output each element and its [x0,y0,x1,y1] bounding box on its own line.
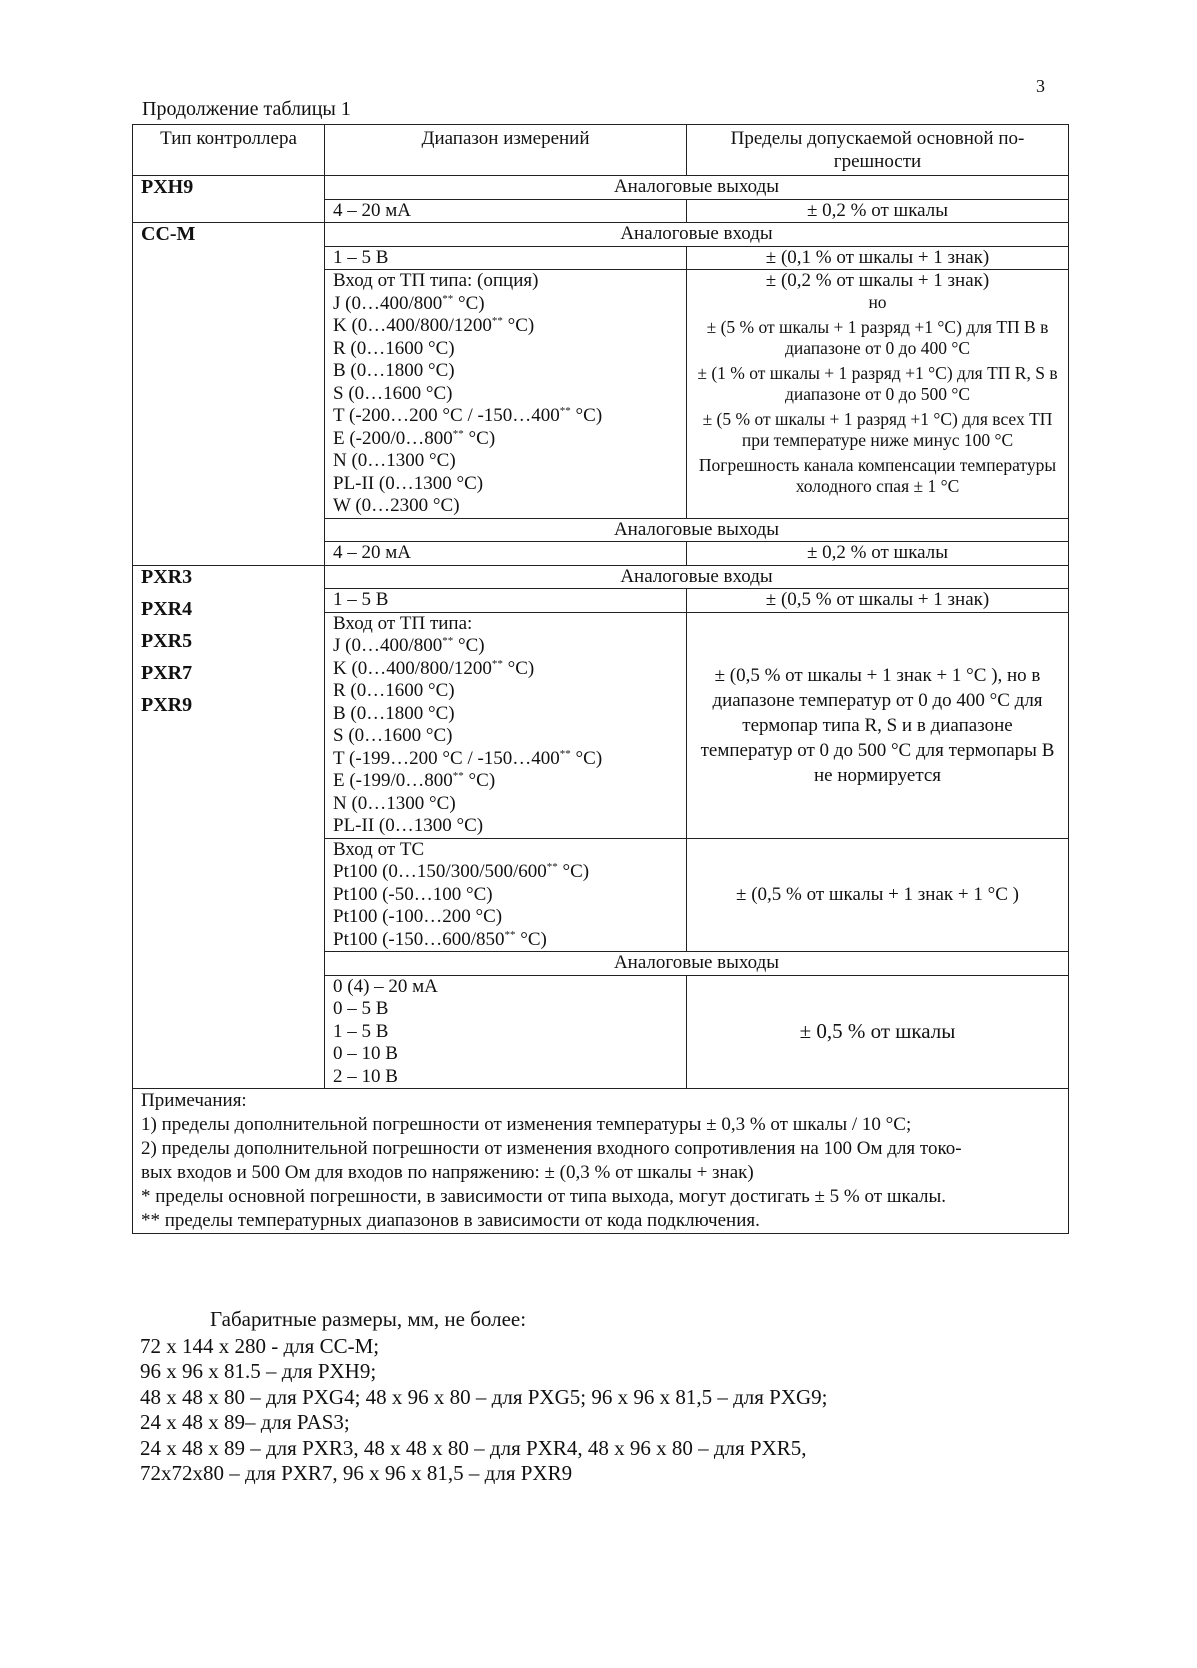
list-item: N (0…1300 °C) [333,792,456,814]
controller-name: CC-M [141,223,196,245]
list-item: R (0…1600 °C) [333,680,455,701]
controller-name: PXR4 [141,597,193,620]
note-line: ** пределы температурных диапазонов в зависимости от кода подключения. [141,1210,760,1231]
list-item: B (0…1800 °C) [333,702,455,724]
controller-pxr [133,565,325,1089]
list-item: N (0…1300 °C) [333,450,456,471]
list-item: 0 (4) – 20 мА [333,975,438,997]
tp-accuracy-cell: ± (0,5 % от шкалы + 1 знак + 1 °C ), но в диапазоне температур от 0 до 400 °C для термопар типа R, S и в диапазоне температур от 0 до 500 °C для термопары В не нормируется [687,612,1069,838]
section-label: Аналоговые выходы [325,518,1069,542]
list-item: K (0…400/800/1200** °C) [333,315,535,336]
header-accuracy: Пределы допускаемой основной по-грешности [687,125,1069,176]
list-item: S (0…1600 °C) [333,382,453,404]
list-item: 0 – 10 В [333,1043,398,1064]
tp-accuracy-cell [687,270,1069,519]
dimension-line: 24 х 48 х 89 – для PXR3, 48 х 48 х 80 – для PXR4, 48 х 96 х 80 – для PXR5, [140,1435,807,1460]
page-number: 3 [1036,76,1045,96]
notes-row [133,1089,1069,1234]
accuracy-line: ± (5 % от шкалы + 1 разряд +1 °C) для всех ТП при температуре ниже минус 100 °C [702,409,1053,450]
list-item: J (0…400/800** °C) [333,635,485,656]
accuracy-line: ± (0,2 % от шкалы + 1 знак) [765,270,990,291]
list-item: PL-II (0…1300 °C) [333,472,484,494]
accuracy-cell: ± (0,1 % от шкалы + 1 знак) [687,246,1069,270]
controller-name: PXH9 [141,176,194,198]
section-label: Аналоговые выходы [325,952,1069,976]
list-item: B (0…1800 °C) [333,360,455,381]
list-item: T (-200…200 °C / -150…400** °C) [333,405,603,426]
list-title: Вход от ТП типа: [333,612,473,634]
tp-range-list [325,270,687,519]
notes-title: Примечания: [141,1090,247,1111]
list-item: 0 – 5 В [333,998,389,1019]
note-line: * пределы основной погрешности, в зависимости от типа выхода, могут достигать ± 5 % от шкалы. [141,1186,946,1207]
dimension-line: 24 х 48 х 89– для PAS3; [140,1410,350,1434]
controller-name: PXR7 [141,661,193,684]
dimensions-block [140,1307,828,1487]
accuracy-cell: ± 0,2 % от шкалы [687,199,1069,223]
accuracy-cell: ± (0,5 % от шкалы + 1 знак) [687,589,1069,613]
table-header-row [133,125,1069,176]
range-cell: 1 – 5 В [325,246,687,270]
accuracy-cell: ± 0,2 % от шкалы [687,542,1069,566]
controller-name: PXR5 [141,629,193,652]
controller-ccm [133,223,325,566]
list-item: 2 – 10 В [333,1065,398,1087]
list-title: Вход от ТС [333,838,425,860]
table-caption: Продолжение таблицы 1 [142,98,351,120]
notes-cell [133,1089,1069,1234]
accuracy-line: но [868,292,887,312]
list-item: R (0…1600 °C) [333,337,455,359]
list-title: Вход от ТП типа: (опция) [333,270,539,291]
accuracy-line: ± (5 % от шкалы + 1 разряд +1 °C) для ТП В в диапазоне от 0 до 400 °C [706,317,1049,358]
list-item: T (-199…200 °C / -150…400** °C) [333,747,603,769]
specs-table [132,124,1069,1234]
note-line: вых входов и 500 Ом для входов по напряжению: ± (0,3 % от шкалы + знак) [141,1162,754,1183]
list-item: Pt100 (-100…200 °C) [333,906,503,927]
accuracy-line: Погрешность канала компенсации температуры холодного спая ± 1 °C [698,455,1057,496]
dimension-line: 72x72x80 – для PXR7, 96 х 96 х 81,5 – для PXR9 [140,1461,573,1485]
section-label: Аналоговые входы [325,565,1069,589]
controller-pxh9 [133,176,325,223]
output-accuracy-cell: ± 0,5 % от шкалы [687,975,1069,1089]
dimension-line: 48 х 48 х 80 – для PXG4; 48 х 96 х 80 – для PXG5; 96 х 96 х 81,5 – для PXG9; [140,1384,828,1409]
pxh9-outputs-label-row [133,176,1069,200]
list-item: E (-199/0…800** °C) [333,770,496,791]
list-item: PL-II (0…1300 °C) [333,815,484,836]
dimension-line: 96 х 96 х 81.5 – для PXH9; [140,1359,377,1383]
tc-accuracy-cell: ± (0,5 % от шкалы + 1 знак + 1 °C ) [687,838,1069,952]
note-line: 1) пределы дополнительной погрешности от изменения температуры ± 0,3 % от шкалы / 10 °C; [141,1114,912,1135]
dimension-line: 72 х 144 х 280 - для СС-М; [140,1333,380,1358]
section-label: Аналоговые выходы [325,176,1069,200]
list-item: J (0…400/800** °C) [333,292,485,314]
header-measurement-range: Диапазон измерений [325,125,687,176]
list-item: K (0…400/800/1200** °C) [333,657,535,679]
list-item: Pt100 (0…150/300/500/600** °C) [333,861,590,882]
header-controller-type: Тип контроллера [133,125,325,176]
accuracy-line: ± (1 % от шкалы + 1 разряд +1 °C) для ТП R, S в диапазоне от 0 до 500 °C [697,363,1058,404]
output-range-list [325,975,687,1089]
list-item: S (0…1600 °C) [333,725,453,746]
pxr-inputs-label-row [133,565,1069,589]
range-cell: 4 – 20 мА [325,199,687,223]
list-item: Pt100 (-50…100 °C) [333,883,493,905]
dimensions-title: Габаритные размеры, мм, не более: [210,1307,527,1331]
range-cell: 1 – 5 В [325,589,687,613]
list-item: Pt100 (-150…600/850** °C) [333,928,547,950]
controller-name: PXR3 [141,565,193,588]
tc-range-list [325,838,687,952]
section-label: Аналоговые входы [325,223,1069,247]
list-item: 1 – 5 В [333,1020,389,1042]
tp-range-list [325,612,687,838]
list-item: W (0…2300 °C) [333,495,460,516]
controller-name: PXR9 [141,693,193,716]
list-item: E (-200/0…800** °C) [333,427,496,449]
ccm-inputs-label-row [133,223,1069,247]
note-line: 2) пределы дополнительной погрешности от изменения входного сопротивления на 100 Ом для токо- [141,1138,962,1159]
range-cell: 4 – 20 мА [325,542,687,566]
